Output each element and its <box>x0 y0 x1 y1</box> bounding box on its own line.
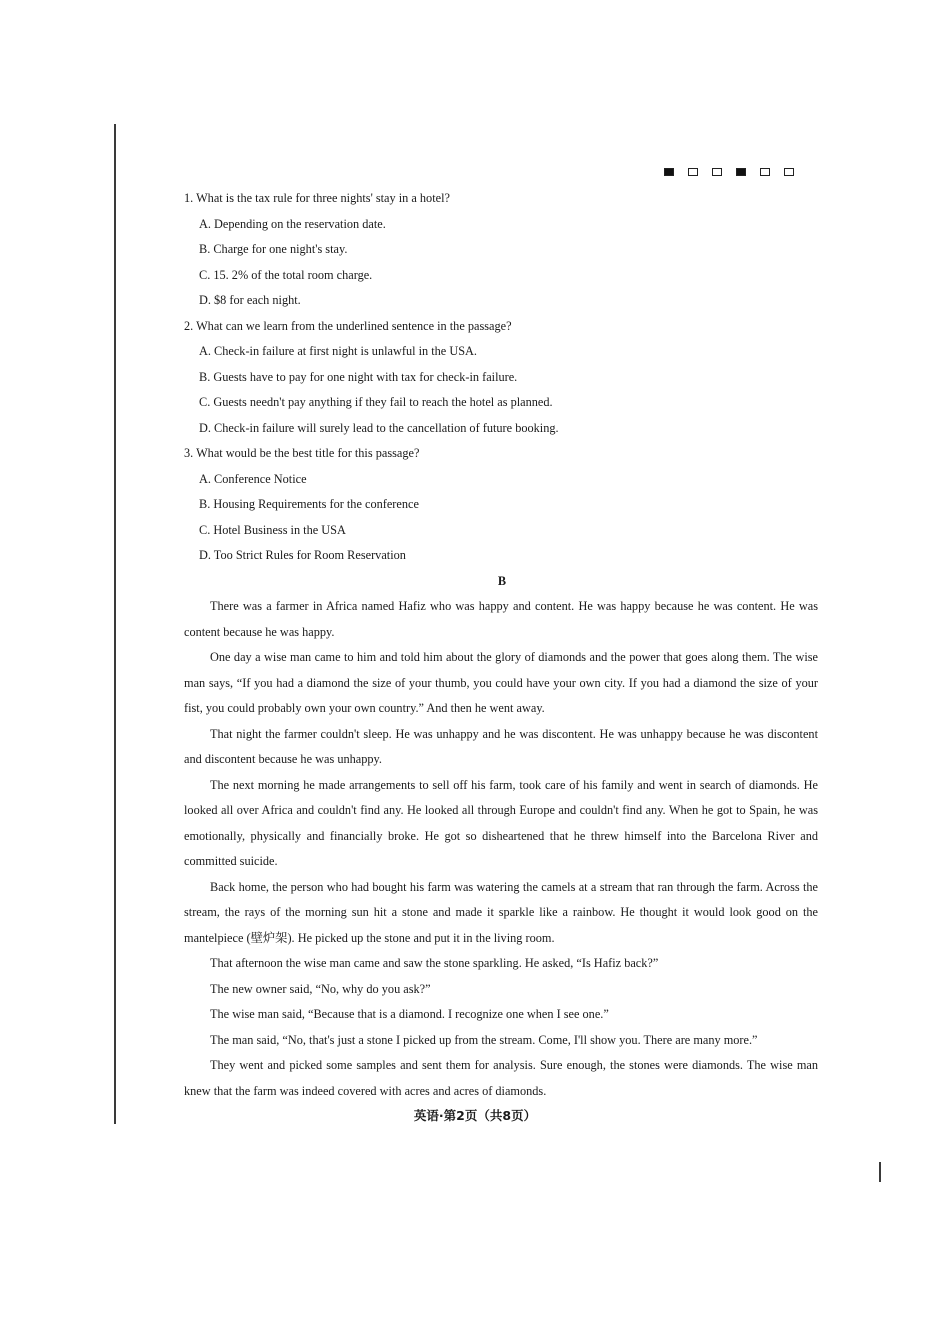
passage-paragraph: One day a wise man came to him and told him about the glory of diamonds and the power that goes along them. The wise man says, “If you had a diamond the size of your thumb, you could have your own city. If you had a diamond the size of your fist, you could probably own your own country.” And then he went away. <box>184 650 818 715</box>
answer-option: C. Guests needn't pay anything if they fail to reach the hotel as planned. <box>199 395 553 409</box>
passage-paragraph: That afternoon the wise man came and saw the stone sparkling. He asked, “Is Hafiz back?” <box>210 956 659 970</box>
passage-paragraph: The wise man said, “Because that is a diamond. I recognize one when I see one.” <box>210 1007 609 1021</box>
page-footer: 英语·第2页（共8页） <box>413 1108 537 1123</box>
reading-passage <box>184 594 818 1104</box>
passage-paragraph: That night the farmer couldn't sleep. He was unhappy and he was discontent. He was unhappy because he was discontent and discontent because he was unhappy. <box>184 726 818 766</box>
answer-option: B. Guests have to pay for one night with tax for check-in failure. <box>199 369 518 384</box>
answer-option: A. Conference Notice <box>199 471 307 486</box>
question-2 <box>184 314 818 442</box>
progress-square <box>736 168 746 176</box>
passage-paragraph: Back home, the person who had bought his farm was watering the camels at a stream that ran through the farm. Across the stream, the rays of the morning sun hit a stone and made it sparkle like a rainbow. He thought it would look good on the mantelpiece (壁炉架). He picked up the stone and put it in the living room. <box>184 879 818 945</box>
progress-square <box>712 168 722 176</box>
exam-content <box>184 186 818 1104</box>
passage-paragraph: The next morning he made arrangements to sell off his farm, took care of his family and went in search of diamonds. He looked all over Africa and couldn't find any. He looked all through Europe and couldn't find any. When he got to Spain, he was emotionally, physically and financially broke. He got so disheartened that he threw himself into the Barcelona River and committed suicide. <box>184 777 818 868</box>
answer-option: D. Check-in failure will surely lead to the cancellation of future booking. <box>199 420 559 435</box>
progress-square <box>760 168 770 176</box>
answer-option: B. Charge for one night's stay. <box>199 242 348 256</box>
answer-option: A. Depending on the reservation date. <box>199 216 386 231</box>
answer-option: D. Too Strict Rules for Room Reservation <box>199 548 406 562</box>
scan-edge-line-right <box>879 1162 881 1182</box>
page-progress-squares <box>664 168 794 176</box>
passage-paragraph: They went and picked some samples and sent them for analysis. Sure enough, the stones were diamonds. The wise man knew that the farm was indeed covered with acres and acres of diamonds. <box>184 1058 818 1098</box>
progress-square <box>664 168 674 176</box>
passage-paragraph: The man said, “No, that's just a stone I picked up from the stream. Come, I'll show you. There are many more.” <box>210 1032 758 1047</box>
question-stem: 1. What is the tax rule for three nights' stay in a hotel? <box>184 191 450 205</box>
scan-edge-line-left <box>114 124 116 1124</box>
passage-paragraph: There was a farmer in Africa named Hafiz who was happy and content. He was happy because he was content. He was content because he was happy. <box>184 599 818 639</box>
question-stem: 3. What would be the best title for this passage? <box>184 446 420 460</box>
answer-option: C. 15. 2% of the total room charge. <box>199 267 373 282</box>
answer-option: A. Check-in failure at first night is unlawful in the USA. <box>199 344 477 358</box>
section-heading: B <box>497 573 507 588</box>
answer-option: B. Housing Requirements for the conference <box>199 497 419 511</box>
question-3 <box>184 441 818 569</box>
answer-option: D. $8 for each night. <box>199 293 301 307</box>
question-1 <box>184 186 818 314</box>
progress-square <box>688 168 698 176</box>
progress-square <box>784 168 794 176</box>
answer-option: C. Hotel Business in the USA <box>199 522 346 537</box>
question-stem: 2. What can we learn from the underlined sentence in the passage? <box>184 318 512 333</box>
passage-paragraph: The new owner said, “No, why do you ask?” <box>210 981 431 996</box>
